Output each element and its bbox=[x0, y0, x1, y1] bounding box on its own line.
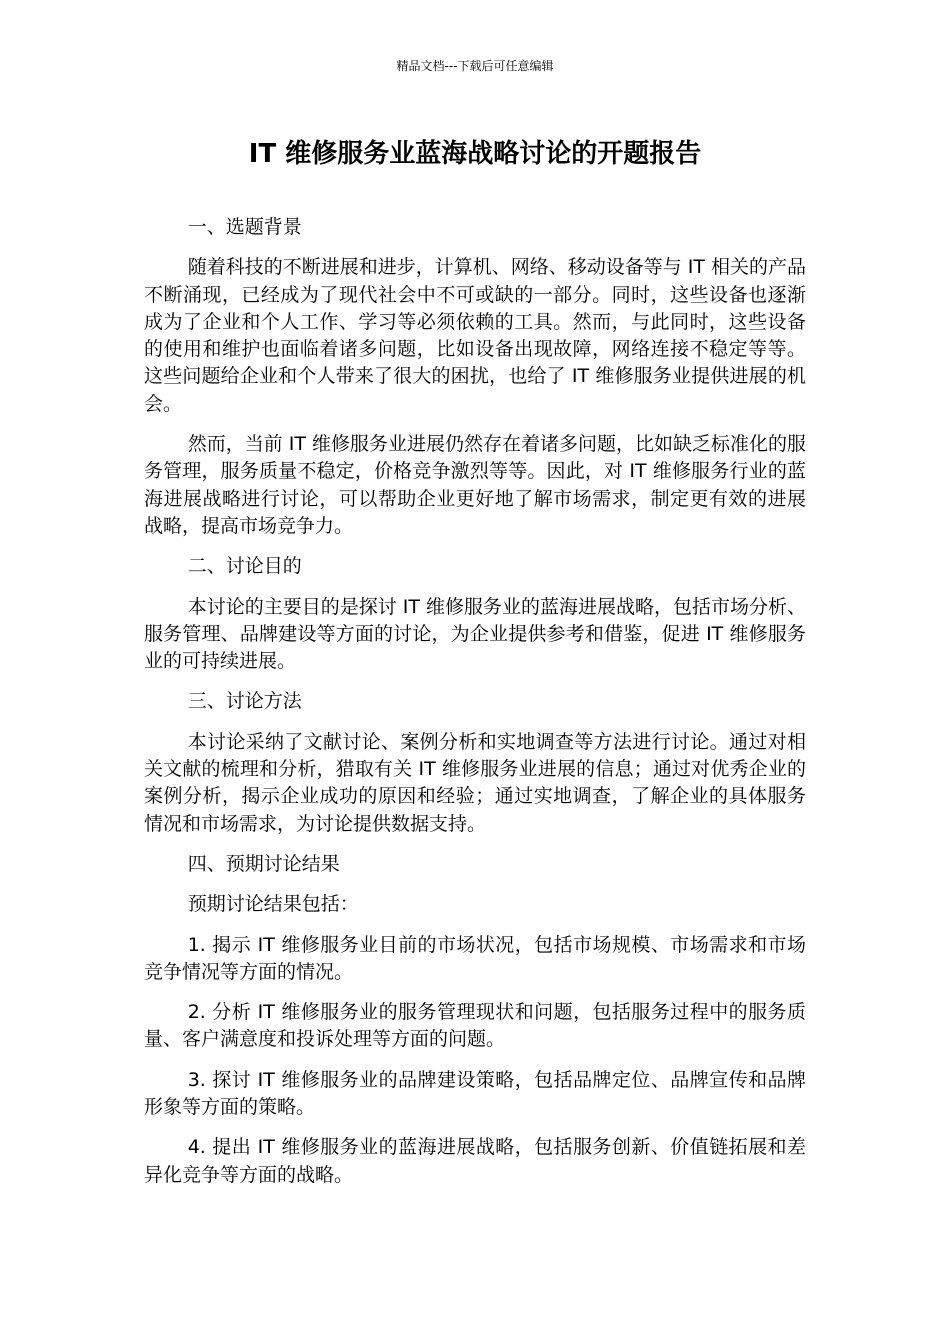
paragraph-background-2: 然而，当前 IT 维修服务业进展仍然存在着诸多问题，比如缺乏标准化的服务管理，服务质量不稳定，价格竞争激烈等等。因此，对 IT 维修服务行业的蓝海进展战略进行讨论，可以帮助企业更好地了解市场需求，制定更有效的进展战略，提高市场竞争力。 bbox=[144, 433, 806, 537]
section-heading-purpose: 二、讨论目的 bbox=[187, 555, 302, 578]
document-body bbox=[144, 214, 806, 1202]
section-heading-method: 三、讨论方法 bbox=[187, 690, 302, 713]
paragraph-results-intro: 预期讨论结果包括： bbox=[187, 893, 359, 916]
paragraph-method: 本讨论采纳了文献讨论、案例分析和实地调查等方法进行讨论。通过对相关文献的梳理和分析，猎取有关 IT 维修服务业进展的信息；通过对优秀企业的案例分析，揭示企业成功的原因和经验；通过实地调查，了解企业的具体服务情况和市场需求，为讨论提供数据支持。 bbox=[144, 730, 806, 835]
list-item-result-2: 2. 分析 IT 维修服务业的服务管理现状和问题，包括服务过程中的服务质量、客户满意度和投诉处理等方面的问题。 bbox=[144, 1001, 806, 1051]
list-item-result-4: 4. 提出 IT 维修服务业的蓝海进展战略，包括服务创新、价值链拓展和差异化竞争等方面的战略。 bbox=[144, 1136, 806, 1186]
header-note: 精品文档---下载后可任意编辑 bbox=[396, 59, 554, 73]
paragraph-background-1: 随着科技的不断进展和进步，计算机、网络、移动设备等与 IT 相关的产品不断涌现，已经成为了现代社会中不可或缺的一部分。同时，这些设备也逐渐成为了企业和个人工作、学习等必须依赖的工具。然而，与此同时，这些设备的使用和维护也面临着诸多问题，比如设备出现故障，网络连接不稳定等等。这些问题给企业和个人带来了很大的困扰，也给了 IT 维修服务业提供进展的机会。 bbox=[144, 256, 806, 415]
document-title: IT 维修服务业蓝海战略讨论的开题报告 bbox=[248, 139, 702, 169]
section-heading-results: 四、预期讨论结果 bbox=[187, 852, 340, 875]
section-heading-background: 一、选题背景 bbox=[187, 216, 302, 238]
list-item-result-3: 3. 探讨 IT 维修服务业的品牌建设策略，包括品牌定位、品牌宣传和品牌形象等方面的策略。 bbox=[144, 1068, 806, 1119]
list-item-result-1: 1. 揭示 IT 维修服务业目前的市场状况，包括市场规模、市场需求和市场竞争情况等方面的情况。 bbox=[144, 933, 806, 983]
paragraph-purpose: 本讨论的主要目的是探讨 IT 维修服务业的蓝海进展战略，包括市场分析、服务管理、品牌建设等方面的讨论，为企业提供参考和借鉴，促进 IT 维修服务业的可持续进展。 bbox=[144, 595, 806, 673]
